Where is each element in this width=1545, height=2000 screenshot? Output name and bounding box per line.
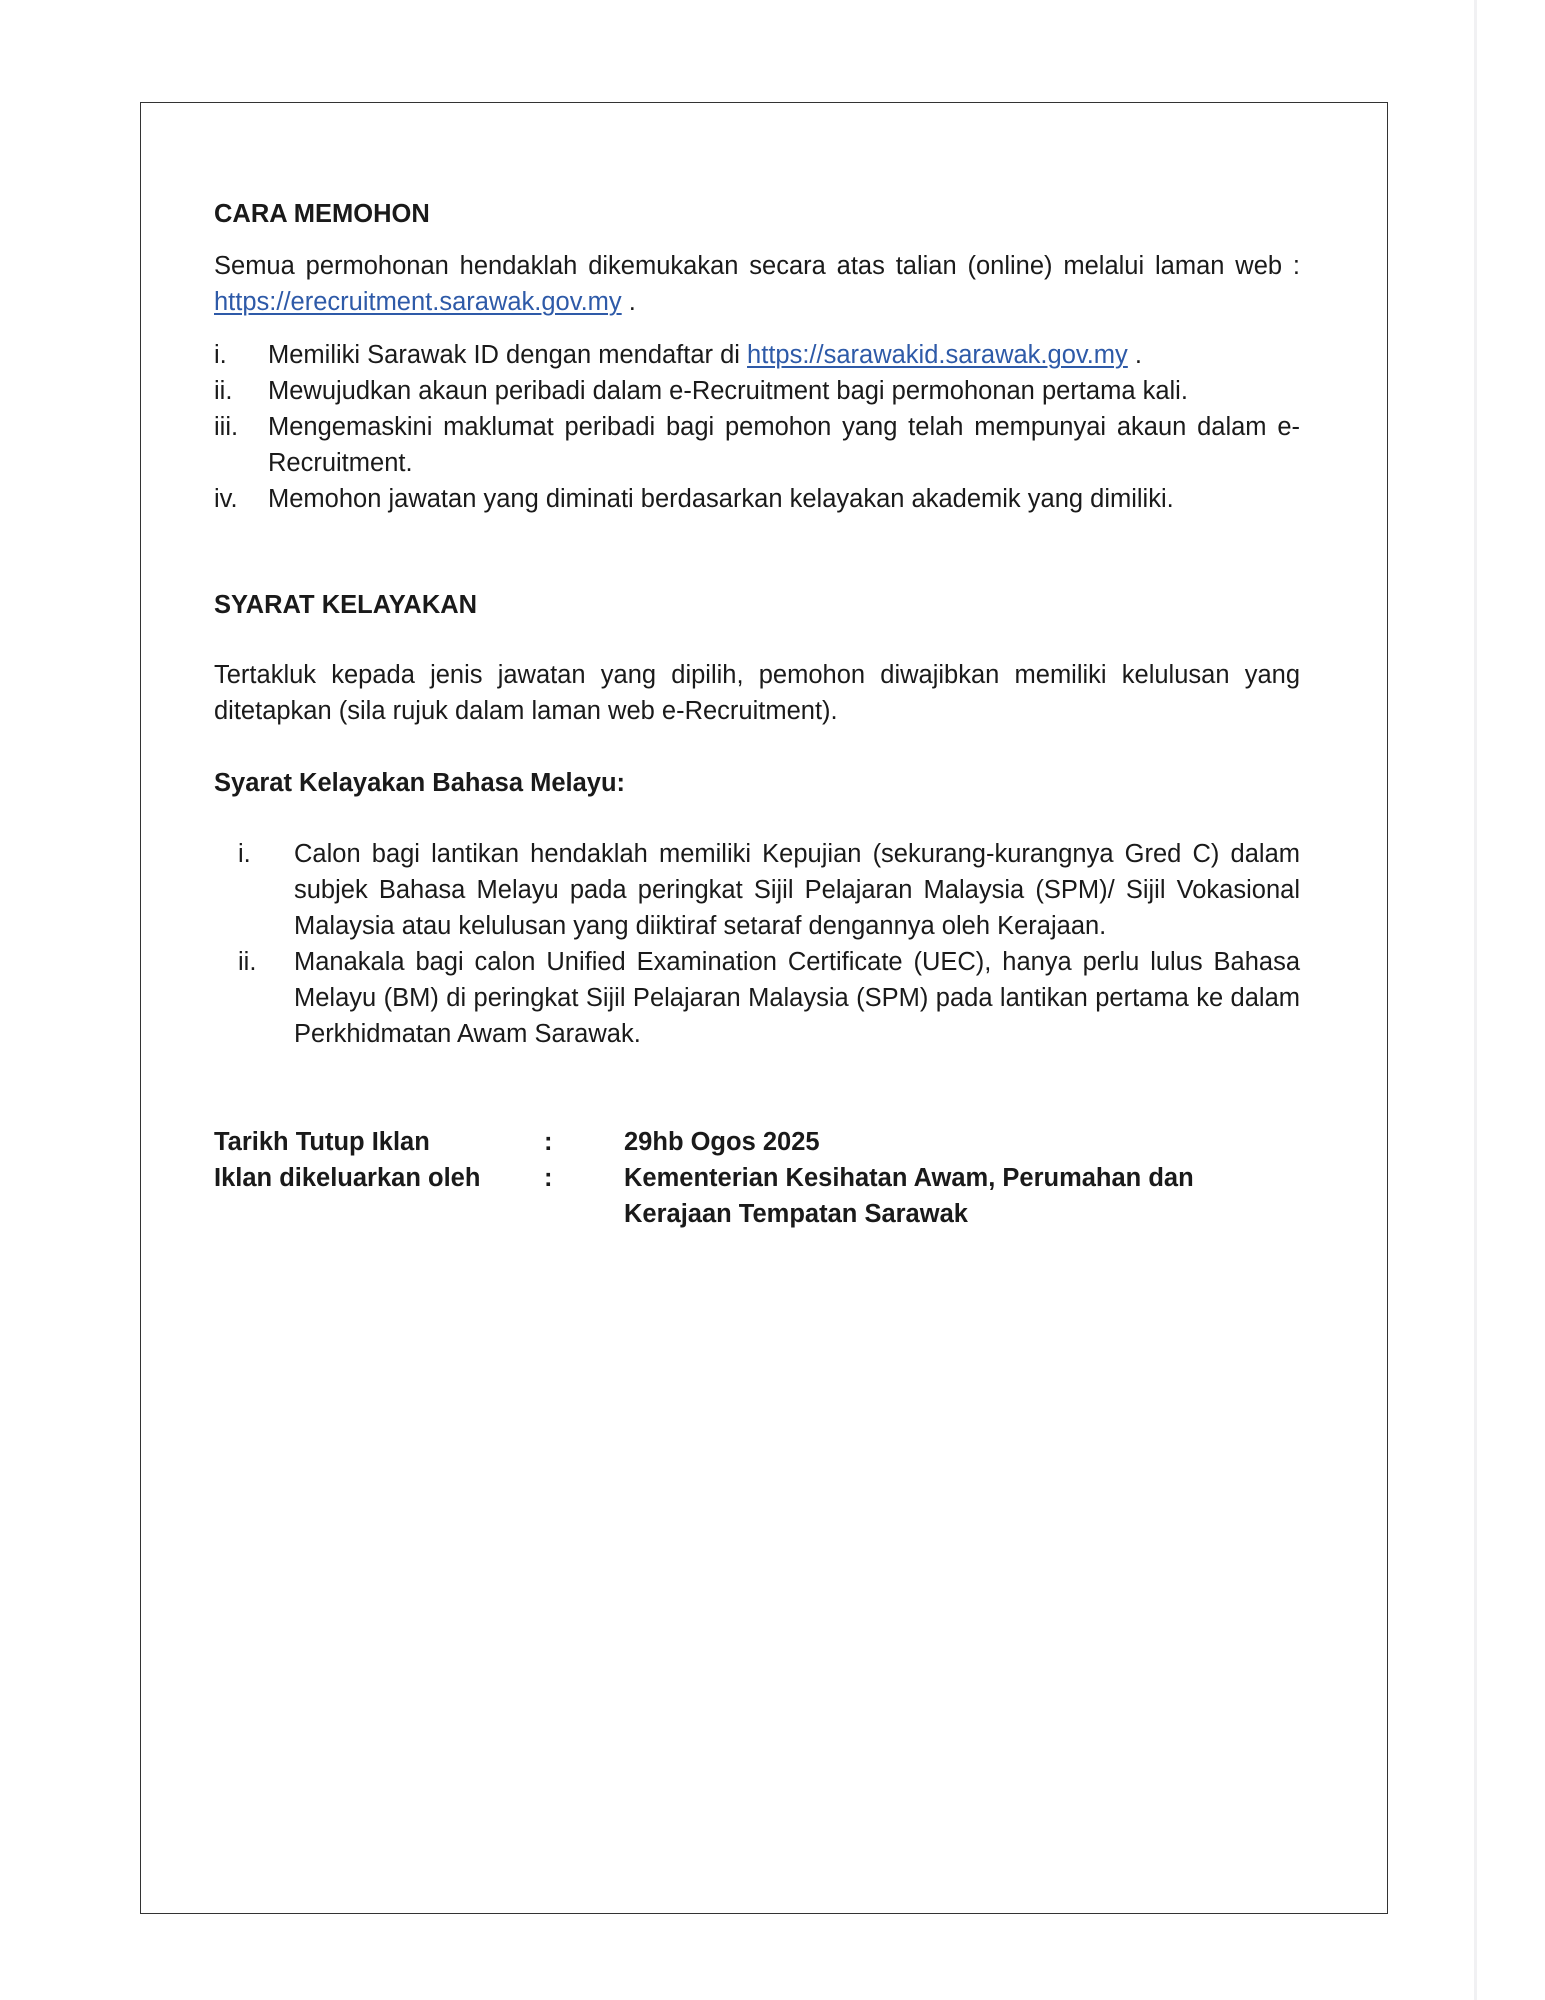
list-item-number: ii. — [214, 377, 233, 405]
application-steps-list — [214, 337, 1300, 517]
list-item — [214, 944, 1300, 1052]
intro-text-end: . — [621, 288, 636, 316]
list-item-number: i. — [214, 341, 227, 369]
list-item-text: Manakala bagi calon Unified Examination Certificate (UEC), hanya perlu lulus Bahasa Melayu (BM) di peringkat Sijil Pelajaran Malaysia (SPM) pada lantikan pertama ke dalam Perkhidmatan Awam Sarawak. — [294, 948, 1300, 1048]
cara-memohon-heading: CARA MEMOHON — [214, 200, 430, 228]
intro-text: Semua permohonan hendaklah dikemukakan secara atas talian (online) melalui laman web : — [214, 252, 1300, 280]
list-item-number: iv. — [214, 485, 238, 513]
closing-date-label: Tarikh Tutup Iklan — [214, 1128, 430, 1156]
list-item — [214, 337, 1300, 373]
document-content — [214, 196, 1300, 1232]
erecruitment-link[interactable]: https://erecruitment.sarawak.gov.my — [214, 288, 622, 316]
list-item — [214, 373, 1300, 409]
closing-date-colon: : — [544, 1128, 553, 1156]
list-item-number: i. — [238, 840, 251, 868]
issuer-value-line2: Kerajaan Tempatan Sarawak — [624, 1200, 968, 1228]
list-item-text: Calon bagi lantikan hendaklah memiliki Kepujian (sekurang-kurangnya Gred C) dalam subjek Bahasa Melayu pada peringkat Sijil Pelajaran Malaysia (SPM)/ Sijil Vokasional Malaysia atau kelulusan yang diiktiraf setaraf dengannya oleh Kerajaan. — [294, 840, 1300, 940]
list-item — [214, 481, 1300, 517]
list-item-text: Mewujudkan akaun peribadi dalam e-Recruitment bagi permohonan pertama kali. — [268, 377, 1188, 405]
list-item-number: iii. — [214, 413, 239, 441]
list-item — [214, 836, 1300, 944]
list-item-text: Memohon jawatan yang diminati berdasarkan kelayakan akademik yang dimiliki. — [268, 485, 1174, 513]
list-item-text — [268, 337, 1300, 373]
list-item-number: ii. — [238, 948, 257, 976]
list-item — [214, 409, 1300, 481]
step-text: Memiliki Sarawak ID dengan mendaftar di — [268, 341, 748, 369]
list-item-text: Mengemaskini maklumat peribadi bagi pemohon yang telah mempunyai akaun dalam e-Recruitment. — [268, 413, 1300, 477]
page-edge-shadow — [1474, 0, 1477, 2000]
syarat-kelayakan-heading: SYARAT KELAYAKAN — [214, 591, 478, 619]
closing-date-value: 29hb Ogos 2025 — [624, 1128, 820, 1156]
sarawakid-link[interactable]: https://sarawakid.sarawak.gov.my — [747, 341, 1128, 369]
issuer-value — [624, 1160, 1300, 1232]
step-text-end: . — [1127, 341, 1142, 369]
advert-info-table — [214, 1124, 1300, 1232]
issuer-value-line1: Kementerian Kesihatan Awam, Perumahan dan — [624, 1164, 1194, 1192]
cara-memohon-intro — [214, 248, 1300, 320]
issuer-label: Iklan dikeluarkan oleh — [214, 1164, 481, 1192]
bahasa-melayu-heading: Syarat Kelayakan Bahasa Melayu: — [214, 769, 626, 797]
issuer-colon: : — [544, 1164, 553, 1192]
bahasa-melayu-requirements-list — [214, 836, 1300, 1052]
syarat-kelayakan-text: Tertakluk kepada jenis jawatan yang dipilih, pemohon diwajibkan memiliki kelulusan yang ditetapkan (sila rujuk dalam laman web e-Recruitment). — [214, 661, 1300, 725]
